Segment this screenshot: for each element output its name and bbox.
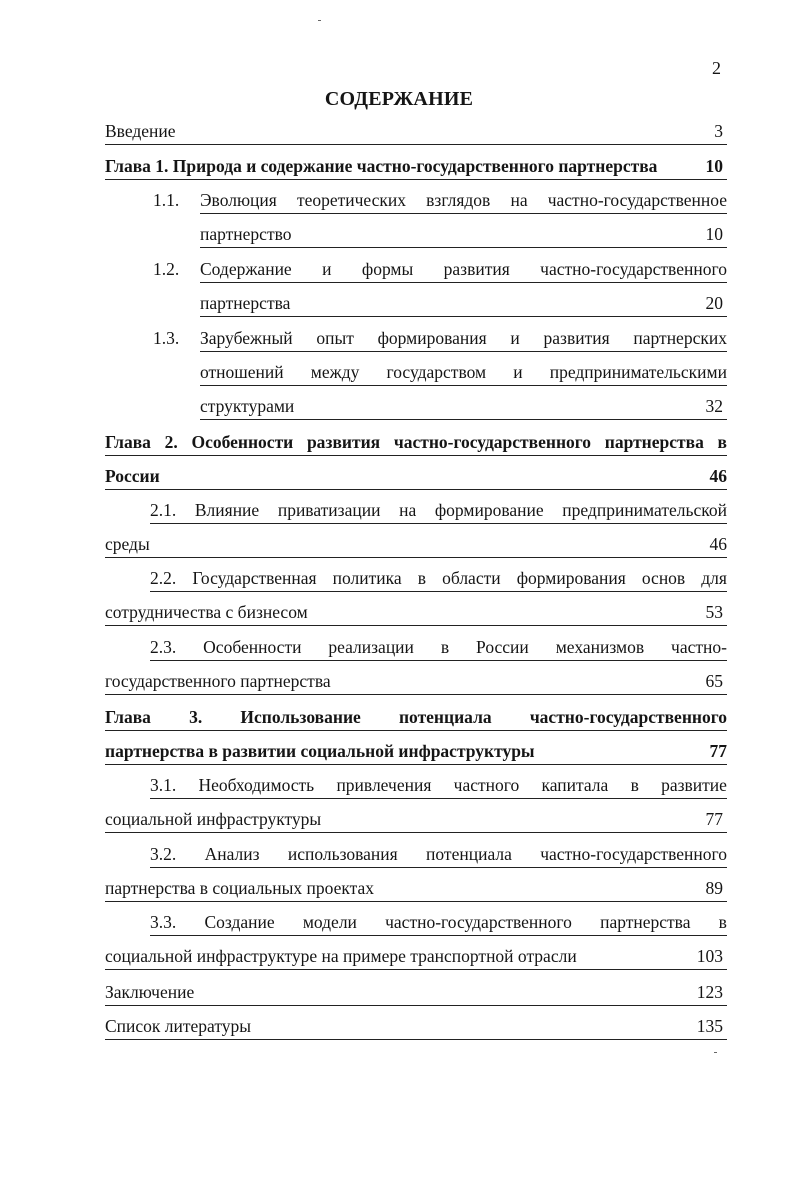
toc-chapter-title: России	[105, 466, 160, 486]
word: в	[718, 912, 727, 932]
toc-entry-page: 103	[696, 946, 723, 966]
word: для	[701, 568, 727, 588]
word: потенциала	[398, 707, 492, 727]
word: опыт	[316, 328, 354, 348]
toc-section-1-3-line3[interactable]	[200, 395, 727, 420]
toc-entry-page: 123	[696, 982, 723, 1002]
word: теоретических	[296, 190, 407, 210]
toc-section-3-2-line1[interactable]	[150, 843, 727, 868]
toc-chapter-2-line2[interactable]	[105, 465, 727, 490]
word: на	[510, 190, 528, 210]
word: 3.2.	[150, 844, 177, 864]
toc-section-1-1-line1[interactable]	[200, 189, 727, 214]
word: формирования	[377, 328, 487, 348]
toc-section-2-3-line1[interactable]	[150, 636, 727, 661]
word: механизмов	[555, 637, 645, 657]
toc-entry-page: 3	[714, 121, 723, 141]
page-title: СОДЕРЖАНИЕ	[324, 88, 474, 110]
toc-chapter-1[interactable]	[105, 155, 727, 180]
toc-section-1-3-line1[interactable]	[200, 327, 727, 352]
word: и	[513, 362, 523, 382]
word: между	[310, 362, 360, 382]
word: развития	[443, 259, 510, 279]
word: в	[440, 637, 450, 657]
toc-chapter-title: Глава 1. Природа и содержание частно-государственного партнерства	[105, 156, 658, 176]
toc-chapter-3-line2[interactable]	[105, 740, 727, 765]
word: Особенности	[203, 637, 302, 657]
toc-entry-page: 53	[705, 602, 723, 622]
toc-entry-label: государственного партнерства	[105, 671, 331, 691]
word: Использование	[240, 707, 361, 727]
word: формирования	[516, 568, 626, 588]
toc-entry-label: среды	[105, 534, 150, 554]
word: Государственная	[192, 568, 317, 588]
toc-chapter-page: 10	[705, 156, 723, 176]
word: развития	[306, 432, 381, 452]
word: Влияние	[194, 500, 260, 520]
word: взглядов	[426, 190, 491, 210]
page-number: 2	[712, 58, 721, 78]
word: Необходимость	[198, 775, 315, 795]
word: использования	[287, 844, 398, 864]
toc-entry-label: партнерства в социальных проектах	[105, 878, 375, 898]
toc-section-1-1-line2[interactable]	[200, 223, 727, 248]
toc-entry-conclusion[interactable]	[105, 981, 727, 1006]
toc-entry-references[interactable]	[105, 1015, 727, 1040]
toc-section-1-2-line2[interactable]	[200, 292, 727, 317]
toc-entry-page: 77	[705, 809, 723, 829]
word: 3.3.	[150, 912, 177, 932]
word: 3.1.	[150, 775, 177, 795]
word: частно-	[671, 637, 727, 657]
toc-chapter-page: 46	[709, 466, 727, 486]
word: 2.	[164, 432, 178, 452]
toc-section-3-3-line2[interactable]	[105, 945, 727, 970]
word: частно-государственного	[540, 844, 727, 864]
word: партнерских	[633, 328, 727, 348]
word: частно-государственное	[547, 190, 727, 210]
toc-section-2-1-line2[interactable]	[105, 533, 727, 558]
toc-chapter-page: 77	[709, 741, 727, 761]
toc-entry-label: сотрудничества с бизнесом	[105, 602, 308, 622]
word: привлечения	[336, 775, 432, 795]
toc-section-3-3-line1[interactable]	[150, 911, 727, 936]
word: на	[399, 500, 417, 520]
toc-section-1-3-line2[interactable]	[200, 361, 727, 386]
word: в	[717, 432, 727, 452]
toc-section-3-1-line1[interactable]	[150, 774, 727, 799]
toc-chapter-2-line1[interactable]	[105, 431, 727, 456]
toc-entry-label: социальной инфраструктуре на примере транспортной отрасли	[105, 946, 577, 966]
toc-section-number: 1.3.	[153, 328, 180, 348]
toc-entry-page: 32	[705, 396, 723, 416]
toc-chapter-3-line1[interactable]	[105, 706, 727, 731]
word: области	[442, 568, 501, 588]
toc-entry-page: 65	[705, 671, 723, 691]
word: и	[510, 328, 520, 348]
word: Особенности	[191, 432, 294, 452]
toc-entry-label: партнерство	[200, 224, 292, 244]
toc-entry-label: Список литературы	[105, 1016, 252, 1036]
word: частного	[453, 775, 520, 795]
word: Анализ	[204, 844, 260, 864]
toc-section-number: 1.2.	[153, 259, 180, 279]
word: отношений	[200, 362, 284, 382]
word: приватизации	[277, 500, 381, 520]
toc-entry-page: 46	[709, 534, 727, 554]
toc-entry-label: социальной инфраструктуры	[105, 809, 322, 829]
word: в	[630, 775, 639, 795]
word: частно-государственного	[385, 912, 572, 932]
word: в	[417, 568, 427, 588]
word: частно-государственного	[393, 432, 592, 452]
word: Глава	[105, 707, 151, 727]
toc-section-3-1-line2[interactable]	[105, 808, 727, 833]
toc-entry-page: 20	[705, 293, 723, 313]
word: модели	[302, 912, 357, 932]
toc-section-2-2-line1[interactable]	[150, 567, 727, 592]
toc-entry-label: структурами	[200, 396, 295, 416]
word: Создание	[204, 912, 275, 932]
word: 2.3.	[150, 637, 177, 657]
toc-section-2-2-line2[interactable]	[105, 601, 727, 626]
word: 2.1.	[150, 500, 177, 520]
scan-speck	[714, 1052, 717, 1053]
word: формы	[361, 259, 414, 279]
word: 3.	[189, 707, 203, 727]
word: партнерства	[604, 432, 704, 452]
word: развитие	[661, 775, 727, 795]
toc-entry-label: Заключение	[105, 982, 195, 1002]
word: партнерства	[600, 912, 691, 932]
word: предпринимательскими	[549, 362, 727, 382]
word: и	[322, 259, 332, 279]
toc-entry-label: Введение	[105, 121, 176, 141]
word: потенциала	[426, 844, 512, 864]
toc-chapter-title: партнерства в развитии социальной инфраструктуры	[105, 741, 535, 761]
toc-entry-page: 135	[696, 1016, 723, 1036]
word: Содержание	[200, 259, 292, 279]
word: частно-государственного	[529, 707, 727, 727]
word: формирование	[434, 500, 544, 520]
word: предпринимательской	[562, 500, 727, 520]
toc-entry-page: 89	[705, 878, 723, 898]
toc-section-3-2-line2[interactable]	[105, 877, 727, 902]
scan-speck	[318, 20, 321, 21]
word: политика	[332, 568, 402, 588]
word: развития	[543, 328, 610, 348]
word: государством	[386, 362, 487, 382]
word: России	[476, 637, 529, 657]
toc-section-1-2-line1[interactable]	[200, 258, 727, 283]
word: 2.2.	[150, 568, 177, 588]
word: Эволюция	[200, 190, 277, 210]
word: реализации	[328, 637, 414, 657]
word: капитала	[541, 775, 609, 795]
word: основ	[641, 568, 686, 588]
toc-entry-introduction[interactable]	[105, 120, 727, 145]
word: частно-государственного	[540, 259, 727, 279]
toc-entry-page: 10	[705, 224, 723, 244]
toc-section-2-1-line1[interactable]	[150, 499, 727, 524]
word: Зарубежный	[200, 328, 293, 348]
toc-section-number: 1.1.	[153, 190, 180, 210]
toc-entry-label: партнерства	[200, 293, 291, 313]
word: Глава	[105, 432, 151, 452]
toc-section-2-3-line2[interactable]	[105, 670, 727, 695]
